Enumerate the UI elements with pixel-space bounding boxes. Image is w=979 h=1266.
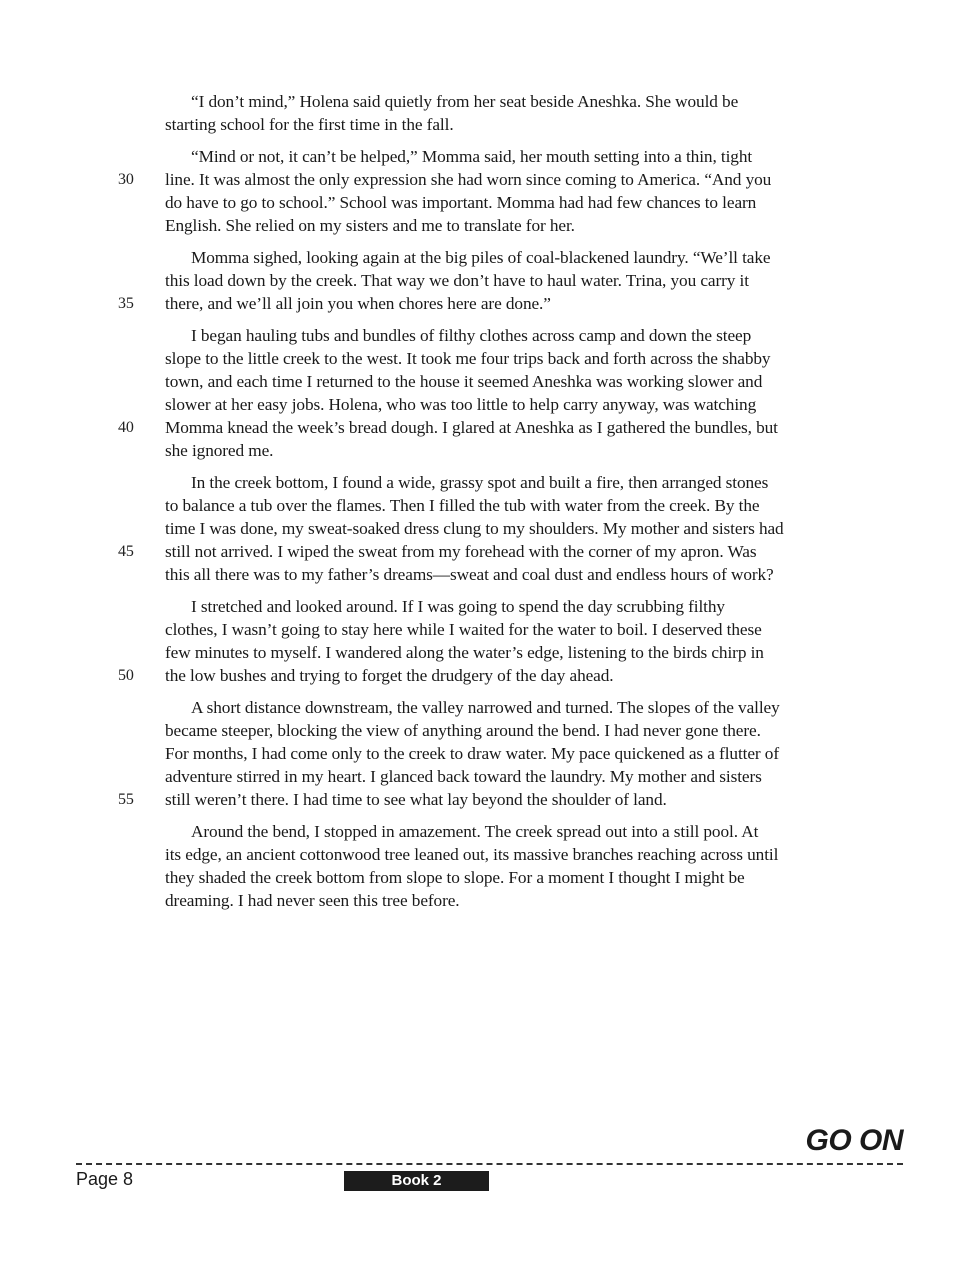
text-line <box>165 494 865 517</box>
text-line <box>165 765 865 788</box>
text-line <box>165 696 865 719</box>
line-text: its edge, an ancient cottonwood tree leaned out, its massive branches reaching across until <box>165 845 779 864</box>
text-line <box>165 641 865 664</box>
page-number: Page 8 <box>76 1169 134 1189</box>
line-text: English. She relied on my sisters and me to translate for her. <box>165 216 575 235</box>
line-text: For months, I had come only to the creek to draw water. My pace quickened as a flutter of <box>165 744 779 763</box>
line-text: dreaming. I had never seen this tree before. <box>165 891 460 910</box>
line-number: 35 <box>118 295 134 312</box>
line-text: slower at her easy jobs. Holena, who was too little to help carry anyway, was watching <box>165 395 757 414</box>
line-text: there, and we’ll all join you when chores here are done.” <box>165 294 551 313</box>
line-text: line. It was almost the only expression she had worn since coming to America. “And you <box>165 170 772 189</box>
line-text: starting school for the first time in the fall. <box>165 115 454 134</box>
line-text: time I was done, my sweat-soaked dress clung to my shoulders. My mother and sisters had <box>165 519 784 538</box>
go-on-label: GO ON <box>805 1124 903 1157</box>
line-text: do have to go to school.” School was important. Momma had had few chances to learn <box>165 193 757 212</box>
dashed-divider <box>76 1163 903 1165</box>
text-line <box>165 393 865 416</box>
line-text: slope to the little creek to the west. It took me four trips back and forth across the shabby <box>165 349 771 368</box>
text-line <box>165 471 865 494</box>
line-text: Momma knead the week’s bread dough. I glared at Aneshka as I gathered the bundles, but <box>165 418 778 437</box>
text-line <box>165 269 865 292</box>
line-text: A short distance downstream, the valley narrowed and turned. The slopes of the valley <box>191 698 780 717</box>
text-line <box>165 866 865 889</box>
text-line <box>165 820 865 843</box>
line-text: “I don’t mind,” Holena said quietly from her seat beside Aneshka. She would be <box>191 92 739 111</box>
line-text: “Mind or not, it can’t be helped,” Momma said, her mouth setting into a thin, tight <box>191 147 753 166</box>
line-text: few minutes to myself. I wandered along the water’s edge, listening to the birds chirp in <box>165 643 764 662</box>
text-line <box>165 191 865 214</box>
text-line <box>165 214 865 237</box>
line-text: adventure stirred in my heart. I glanced back toward the laundry. My mother and sisters <box>165 767 762 786</box>
line-number: 50 <box>118 667 134 684</box>
line-text: Momma sighed, looking again at the big piles of coal-blackened laundry. “We’ll take <box>191 248 771 267</box>
line-text: I began hauling tubs and bundles of filthy clothes across camp and down the steep <box>191 326 752 345</box>
text-line <box>165 347 865 370</box>
line-text: In the creek bottom, I found a wide, grassy spot and built a fire, then arranged stones <box>191 473 769 492</box>
line-text: the low bushes and trying to forget the drudgery of the day ahead. <box>165 666 614 685</box>
text-line <box>165 370 865 393</box>
line-text: clothes, I wasn’t going to stay here while I waited for the water to boil. I deserved these <box>165 620 762 639</box>
line-number: 30 <box>118 171 134 188</box>
text-line <box>118 540 865 563</box>
reading-passage <box>118 90 865 921</box>
line-text: to balance a tub over the flames. Then I filled the tub with water from the creek. By the <box>165 496 760 515</box>
paragraph <box>118 595 865 687</box>
line-text: they shaded the creek bottom from slope to slope. For a moment I thought I might be <box>165 868 745 887</box>
line-text: I stretched and looked around. If I was going to spend the day scrubbing filthy <box>191 597 725 616</box>
text-line <box>165 517 865 540</box>
text-line <box>165 595 865 618</box>
text-line <box>165 618 865 641</box>
paragraph <box>118 471 865 586</box>
text-line <box>165 843 865 866</box>
text-line <box>118 292 865 315</box>
line-number: 45 <box>118 543 134 560</box>
paragraph <box>165 90 865 136</box>
text-line <box>165 719 865 742</box>
text-line <box>165 113 865 136</box>
text-line <box>165 145 865 168</box>
book-label: Book 2 <box>344 1171 489 1191</box>
paragraph <box>118 246 865 315</box>
text-line <box>165 246 865 269</box>
line-text: she ignored me. <box>165 441 274 460</box>
text-line <box>165 90 865 113</box>
text-line <box>165 563 865 586</box>
line-text: this load down by the creek. That way we don’t have to haul water. Trina, you carry it <box>165 271 749 290</box>
text-line <box>118 168 865 191</box>
text-line <box>118 416 865 439</box>
line-text: Around the bend, I stopped in amazement. The creek spread out into a still pool. At <box>191 822 759 841</box>
paragraph <box>118 696 865 811</box>
paragraph <box>118 324 865 462</box>
line-text: this all there was to my father’s dreams—sweat and coal dust and endless hours of work? <box>165 565 774 584</box>
text-line <box>165 742 865 765</box>
line-text: became steeper, blocking the view of anything around the bend. I had never gone there. <box>165 721 761 740</box>
line-number: 40 <box>118 419 134 436</box>
paragraph <box>118 145 865 237</box>
text-line <box>165 889 865 912</box>
text-line <box>118 664 865 687</box>
text-line <box>165 324 865 347</box>
line-text: still not arrived. I wiped the sweat from my forehead with the corner of my apron. Was <box>165 542 757 561</box>
line-number: 55 <box>118 791 134 808</box>
text-line <box>118 788 865 811</box>
text-line <box>165 439 865 462</box>
paragraph <box>165 820 865 912</box>
line-text: town, and each time I returned to the house it seemed Aneshka was working slower and <box>165 372 763 391</box>
line-text: still weren’t there. I had time to see what lay beyond the shoulder of land. <box>165 790 667 809</box>
